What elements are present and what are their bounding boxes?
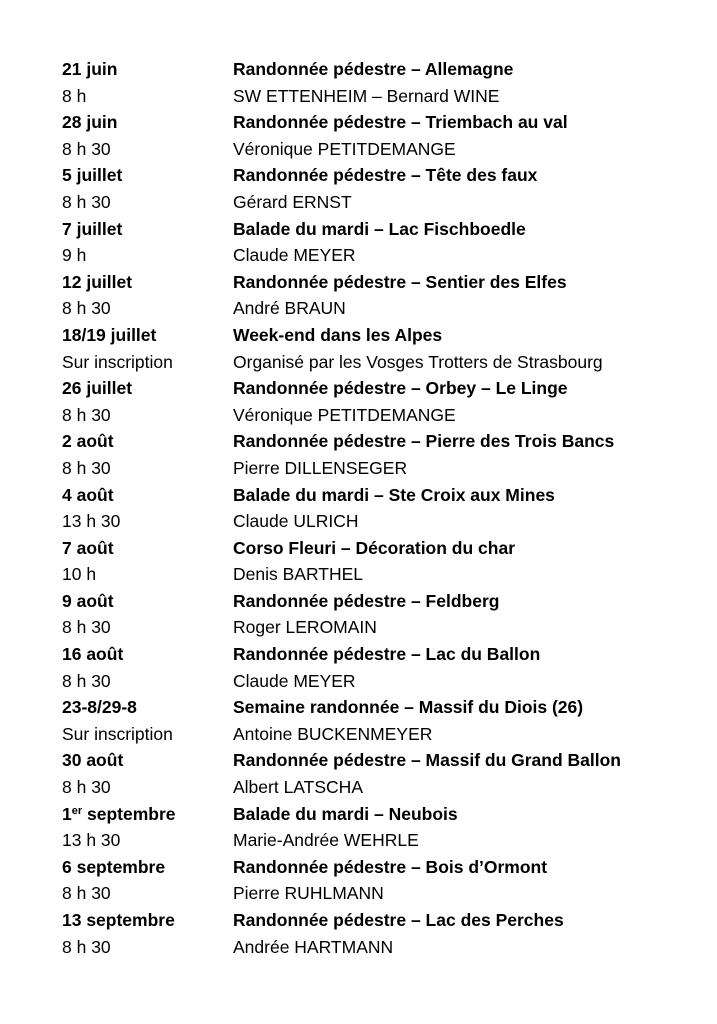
- event-detail-row: [62, 83, 682, 110]
- event-entry: [62, 322, 682, 375]
- event-entry: [62, 641, 682, 694]
- event-title: Randonnée pédestre – Lac des Perches: [233, 910, 564, 930]
- event-title: Balade du mardi – Neubois: [233, 803, 458, 824]
- event-title: Randonnée pédestre – Orbey – Le Linge: [233, 378, 568, 399]
- event-date: 13 septembre: [62, 910, 175, 930]
- event-title: Randonnée pédestre – Lac du Ballon: [233, 644, 541, 665]
- event-time: 8 h 30: [62, 457, 111, 478]
- event-time: 13 h 30: [62, 511, 121, 532]
- event-date: 18/19 juillet: [62, 324, 157, 345]
- event-leader: Organisé par les Vosges Trotters de Strasbourg: [233, 351, 603, 372]
- event-date: 9 août: [62, 590, 114, 611]
- event-title: Randonnée pédestre – Massif du Grand Ballon: [233, 750, 621, 771]
- event-date: 21 juin: [62, 59, 118, 79]
- event-title: Randonnée pédestre – Allemagne: [233, 59, 514, 79]
- event-leader: Denis BARTHEL: [233, 564, 364, 585]
- event-date-month: septembre: [82, 803, 176, 824]
- event-date: 6 septembre: [62, 856, 166, 877]
- event-header-row: [62, 482, 682, 509]
- event-title: Randonnée pédestre – Bois d’Ormont: [233, 856, 548, 877]
- event-time: 8 h 30: [62, 404, 111, 425]
- event-time: 8 h 30: [62, 298, 111, 319]
- event-entry: [62, 269, 682, 322]
- event-detail-row: [62, 880, 682, 907]
- event-time: 8 h 30: [62, 191, 111, 212]
- event-header-row: [62, 694, 682, 721]
- event-time: 9 h: [62, 245, 87, 266]
- event-date: 23-8/29-8: [62, 697, 137, 718]
- event-entry: [62, 375, 682, 428]
- event-detail-row: [62, 402, 682, 429]
- event-date-day: 1: [62, 803, 72, 824]
- event-leader: Claude MEYER: [233, 245, 356, 266]
- event-time: 8 h 30: [62, 138, 111, 159]
- event-header-row: [62, 56, 682, 83]
- event-entry: [62, 109, 682, 162]
- event-leader: Marie-Andrée WEHRLE: [233, 830, 419, 851]
- event-header-row: [62, 375, 682, 402]
- event-entry: [62, 56, 682, 109]
- event-entry: [62, 162, 682, 215]
- event-entry: [62, 747, 682, 800]
- event-title: Corso Fleuri – Décoration du char: [233, 537, 515, 558]
- event-entry: [62, 854, 682, 907]
- event-header-row: [62, 801, 682, 828]
- event-leader: Gérard ERNST: [233, 191, 352, 212]
- event-detail-row: [62, 455, 682, 482]
- event-time: 8 h 30: [62, 777, 111, 798]
- event-date: 30 août: [62, 750, 124, 771]
- event-title: Week-end dans les Alpes: [233, 324, 443, 345]
- event-date: 2 août: [62, 431, 114, 452]
- event-detail-row: [62, 934, 682, 961]
- event-detail-row: [62, 242, 682, 269]
- event-time: 8 h 30: [62, 617, 111, 638]
- event-header-row: [62, 535, 682, 562]
- event-detail-row: [62, 136, 682, 163]
- event-leader: Pierre DILLENSEGER: [233, 457, 408, 478]
- event-detail-row: [62, 561, 682, 588]
- event-leader: Véronique PETITDEMANGE: [233, 404, 456, 425]
- event-leader: André BRAUN: [233, 298, 346, 319]
- event-leader: Albert LATSCHA: [233, 777, 363, 798]
- event-title: Randonnée pédestre – Sentier des Elfes: [233, 271, 567, 292]
- event-detail-row: [62, 668, 682, 695]
- event-time: 8 h 30: [62, 936, 111, 957]
- event-date: 7 juillet: [62, 218, 123, 239]
- event-header-row: [62, 322, 682, 349]
- event-entry: [62, 588, 682, 641]
- event-detail-row: [62, 827, 682, 854]
- event-time: 13 h 30: [62, 830, 121, 851]
- event-title: Randonnée pédestre – Triembach au val: [233, 112, 568, 133]
- event-time: 8 h 30: [62, 670, 111, 691]
- event-time: 10 h: [62, 564, 97, 585]
- event-date: 4 août: [62, 484, 114, 505]
- event-schedule: [62, 56, 682, 960]
- event-entry: [62, 428, 682, 481]
- event-leader: Andrée HARTMANN: [233, 936, 394, 957]
- event-date: 5 juillet: [62, 165, 123, 186]
- event-title: Randonnée pédestre – Pierre des Trois Bancs: [233, 431, 615, 452]
- event-title: Semaine randonnée – Massif du Diois (26): [233, 697, 584, 718]
- event-leader: SW ETTENHEIM – Bernard WINE: [233, 85, 500, 106]
- event-entry: [62, 216, 682, 269]
- event-time: 8 h: [62, 85, 87, 106]
- event-detail-row: [62, 295, 682, 322]
- event-time: Sur inscription: [62, 723, 173, 744]
- event-header-row: [62, 269, 682, 296]
- event-leader: Claude ULRICH: [233, 511, 359, 532]
- event-header-row: [62, 907, 682, 934]
- event-header-row: [62, 109, 682, 136]
- event-leader: Roger LEROMAIN: [233, 617, 377, 638]
- event-detail-row: [62, 508, 682, 535]
- event-title: Balade du mardi – Ste Croix aux Mines: [233, 484, 555, 505]
- event-date: [62, 801, 233, 828]
- event-entry: [62, 907, 682, 960]
- event-header-row: [62, 854, 682, 881]
- event-title: Balade du mardi – Lac Fischboedle: [233, 218, 526, 239]
- event-header-row: [62, 747, 682, 774]
- event-header-row: [62, 216, 682, 243]
- event-entry: [62, 482, 682, 535]
- event-date: 7 août: [62, 537, 114, 558]
- event-detail-row: [62, 614, 682, 641]
- event-detail-row: [62, 721, 682, 748]
- event-date: 16 août: [62, 644, 124, 665]
- event-entry: [62, 535, 682, 588]
- event-title: Randonnée pédestre – Tête des faux: [233, 165, 538, 186]
- event-detail-row: [62, 189, 682, 216]
- event-title: Randonnée pédestre – Feldberg: [233, 590, 500, 611]
- event-leader: Véronique PETITDEMANGE: [233, 138, 456, 159]
- event-header-row: [62, 162, 682, 189]
- event-entry: [62, 801, 682, 854]
- event-entry: [62, 694, 682, 747]
- event-leader: Antoine BUCKENMEYER: [233, 723, 433, 744]
- event-header-row: [62, 428, 682, 455]
- event-time: Sur inscription: [62, 351, 173, 372]
- event-detail-row: [62, 349, 682, 376]
- event-date: 28 juin: [62, 112, 118, 133]
- event-date: 26 juillet: [62, 378, 133, 399]
- event-date: 12 juillet: [62, 271, 133, 292]
- event-leader: Claude MEYER: [233, 670, 356, 691]
- event-detail-row: [62, 774, 682, 801]
- event-time: 8 h 30: [62, 883, 111, 904]
- event-leader: Pierre RUHLMANN: [233, 883, 384, 904]
- event-header-row: [62, 588, 682, 615]
- event-header-row: [62, 641, 682, 668]
- event-date-ordinal: er: [71, 804, 83, 817]
